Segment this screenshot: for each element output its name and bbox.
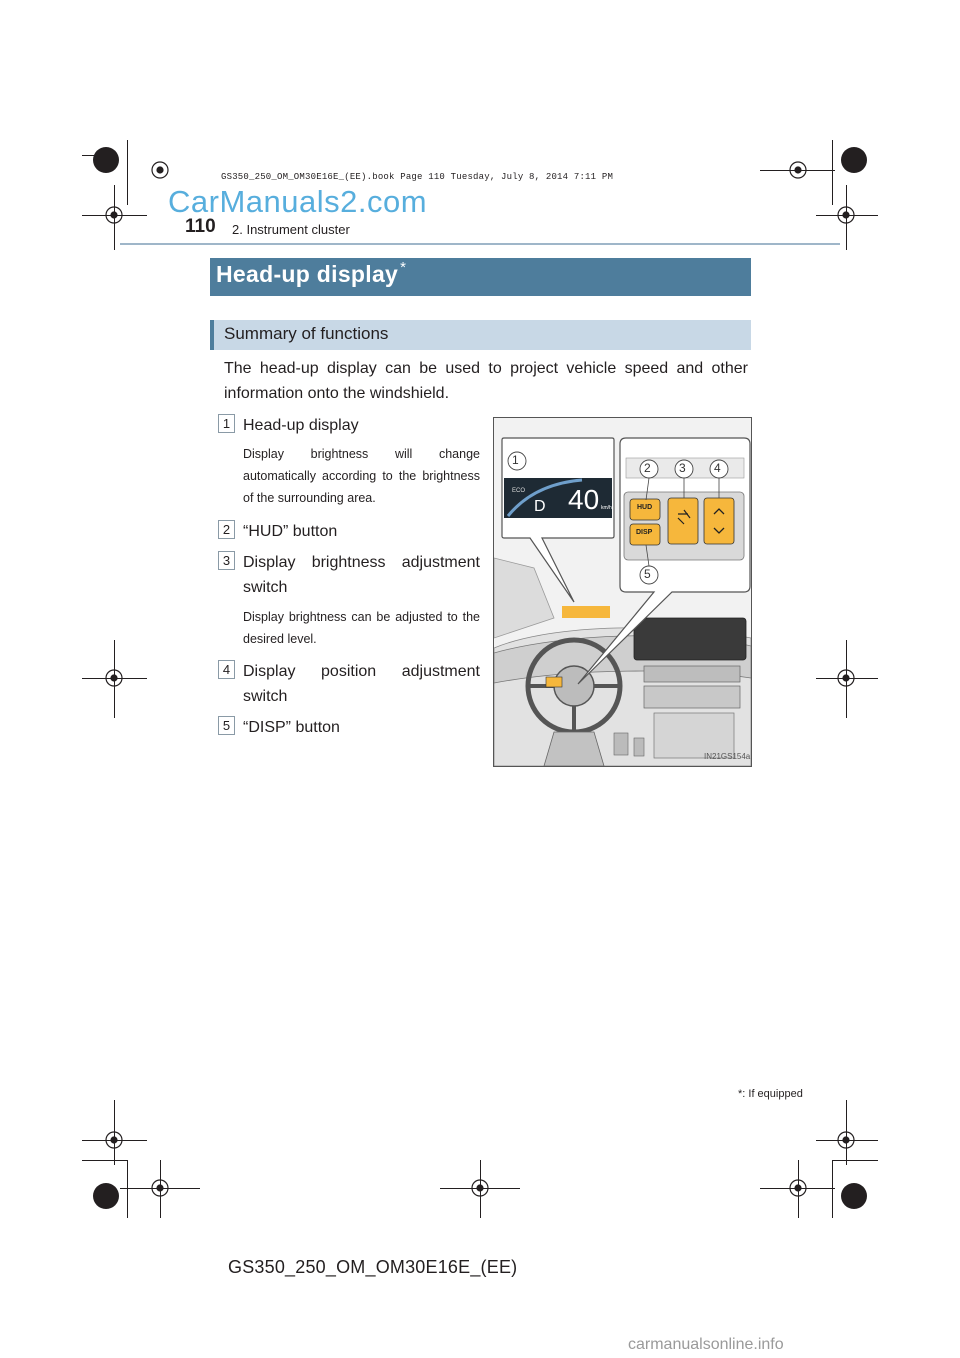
- item-label: Display brightness adjustment switch: [243, 554, 480, 596]
- footnote: [738, 1088, 803, 1100]
- footer-document-code: GS350_250_OM_OM30E16E_(EE): [228, 1257, 518, 1277]
- subsection-bar: [210, 320, 751, 350]
- section-title: 2. Instrument cluster: [232, 222, 350, 237]
- hud-gear-indicator: D: [534, 498, 546, 515]
- figure-code: IN21GS154a: [704, 752, 751, 761]
- hud-button-label: HUD: [637, 504, 653, 511]
- page-title-text: Head-up display: [216, 261, 399, 287]
- callout-4: 4: [714, 461, 721, 475]
- disp-button-label: DISP: [636, 529, 653, 536]
- item-number: 1: [218, 414, 235, 433]
- item-label: “DISP” button: [243, 719, 340, 736]
- page-title-bar: [210, 258, 751, 296]
- callout-5: 5: [644, 567, 651, 581]
- item-description: Display brightness can be adjusted to the desired level.: [243, 610, 480, 646]
- item-description: Display brightness will change automatically according to the brightness of the surrounding area.: [243, 447, 480, 505]
- intro-paragraph: The head-up display can be used to project vehicle speed and other information onto the windshield.: [224, 360, 748, 402]
- callout-1: 1: [512, 453, 519, 467]
- page-number: 110: [185, 216, 216, 237]
- hud-speed: 40: [568, 484, 600, 515]
- item-label: “HUD” button: [243, 523, 338, 540]
- item-number: 4: [218, 660, 235, 679]
- item-number: 2: [218, 520, 235, 539]
- item-number: 3: [218, 551, 235, 570]
- print-header: GS350_250_OM_OM30E16E_(EE).book Page 110 Tuesday, July 8, 2014 7:11 PM: [221, 172, 614, 182]
- item-label: Display position adjustment switch: [243, 663, 480, 705]
- hud-eco-indicator: ECO: [512, 488, 526, 494]
- item-label: Head-up display: [243, 417, 359, 434]
- footnote-mark: *: [738, 1088, 743, 1100]
- subsection-title: Summary of functions: [224, 324, 389, 343]
- footer-watermark-url: carmanualsonline.info: [628, 1336, 784, 1353]
- hud-speed-unit: km/h: [601, 505, 612, 511]
- callout-3: 3: [679, 461, 686, 475]
- callout-2: 2: [644, 461, 651, 475]
- footnote-text: : If equipped: [742, 1088, 803, 1100]
- header-divider: [120, 243, 840, 245]
- item-number: 5: [218, 716, 235, 735]
- dashboard-drawing: [494, 418, 751, 766]
- page-title: [216, 261, 406, 288]
- if-equipped-mark: *: [400, 259, 407, 276]
- watermark-logo: CarManuals2.com: [168, 184, 428, 219]
- dashboard-illustration: [493, 417, 752, 767]
- subsection-accent: [210, 320, 214, 350]
